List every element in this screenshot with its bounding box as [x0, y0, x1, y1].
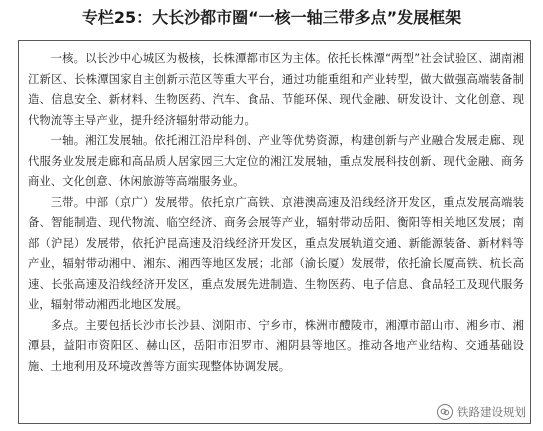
column-title: 专栏25：大长沙都市圈“一核一轴三带多点”发展框架: [81, 8, 462, 27]
paragraph-axis: 一轴。湘江发展轴。依托湘江沿岸科创、产业等优势资源，构建创新与产业融合发展走廊、现代服务业发展走廊和高品质人居家园三大定位的湘江发展轴，重点发展科技创新、现代金融、商务商业、文化创意、休闲旅游等高端服务业。: [28, 134, 524, 188]
source-watermark: [434, 403, 529, 421]
paragraph-belts: 三带。中部（京广）发展带。依托京广高铁、京港澳高速及沿线经济开发区，重点发展高端装备、智能制造、现代物流、临空经济、商务会展等产业，辐射带动岳阳、衡阳等相关地区发展；南部（沪昆）发展带，依托沪昆高速及沿线经济开发区，重点发展轨道交通、新能源装备、新材料等产业，辐射带动湘中、湘东、湘西等地区发展；北部（渝长厦）发展带，依托渝长厦高铁、杭长高速、长张高速及沿线经济开发区，重点发展先进制造、生物医药、电子信息、食品轻工及现代服务业，辐射带动湘西北地区发展。: [28, 195, 524, 311]
paragraph-points: 多点。主要包括长沙市长沙县、浏阳市、宁乡市，株洲市醴陵市，湘潭市韶山市、湘乡市、湘潭县，益阳市资阳区、赫山区，岳阳市汨罗市、湘阴县等地区。推动各地产业结构、交通基础设施、土地利用及环境改善等方面实现整体协调发展。: [28, 318, 524, 373]
paragraph-core: 一核。以长沙中心城区为极核，长株潭都市区为主体。依托长株潭“两型”社会试验区、湖南湘江新区、长株潭国家自主创新示范区等重大平台，通过功能重组和产业转型，做大做强高端装备制造、信息安全、新材料、生物医药、汽车、食品、节能环保、现代金融、研发设计、文化创意、现代物流等主导产业，提升经济辐射带动能力。: [28, 52, 524, 127]
wechat-account-icon: [437, 404, 453, 420]
column-body: [28, 49, 524, 421]
watermark-text: 铁路建设规划: [457, 405, 526, 419]
